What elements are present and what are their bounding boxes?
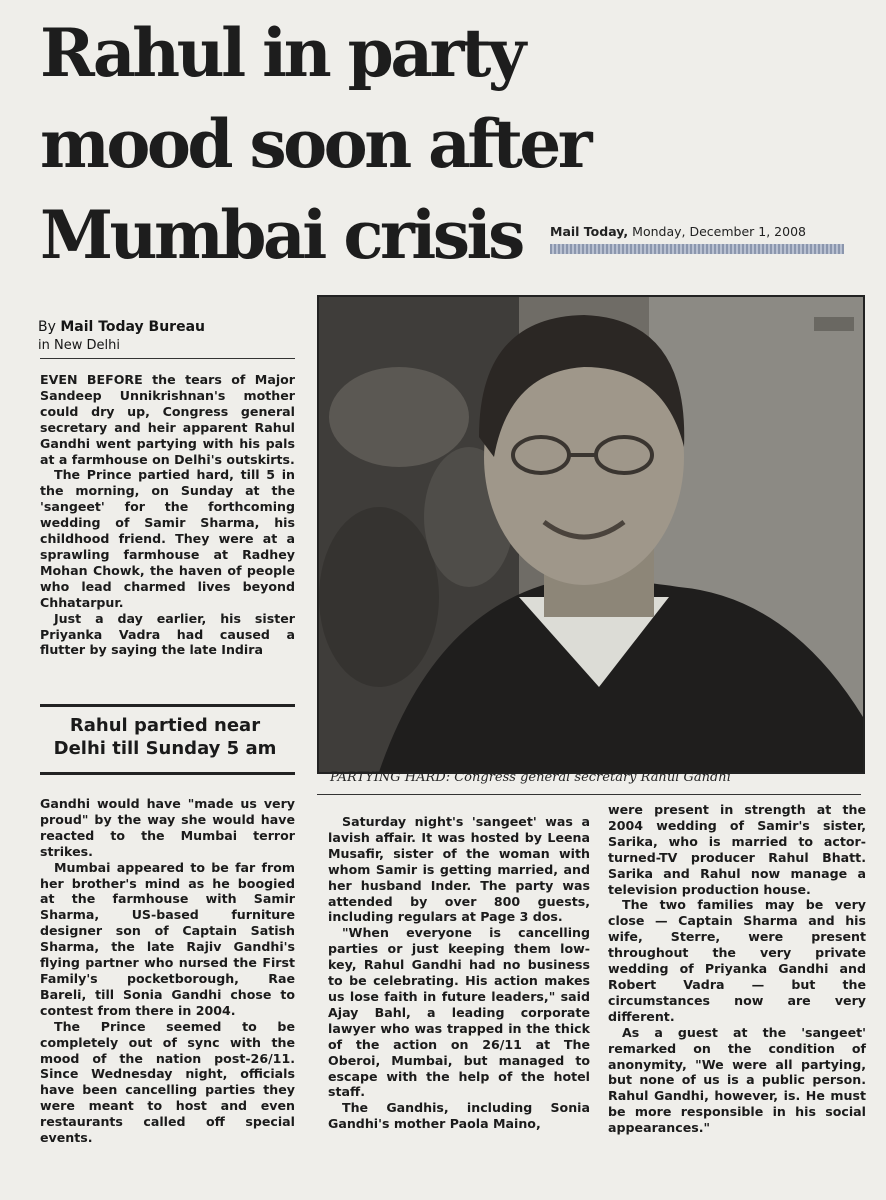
byline-by: By: [38, 319, 56, 335]
column-2: [328, 814, 590, 1132]
paragraph: Mumbai appeared to be far from her brother's mind as he boogied at the farmhouse with Samir Sharma, US-based furniture designer son of Captain Satish Sharma, the late Rajiv Gandhi's flying partner who nursed the First Family's pocketborough, Rae Bareli, till Sonia Gandhi chose to contest from there in 2004.: [40, 859, 295, 1018]
pullquote-line-1: Rahul partied near: [69, 715, 261, 736]
paragraph: [40, 372, 295, 467]
paragraph: Saturday night's 'sangeet' was a lavish affair. It was hosted by Leena Musafir, sister of the woman with whom Samir is getting married, and her husband Inder. The party was attended by over 800 guests, including regulars at Page 3 dos.: [328, 814, 590, 925]
portrait-image: [319, 297, 863, 772]
headline-line-2: mood soon after: [40, 105, 590, 183]
pullquote-line-2: Delhi till Sunday 5 am: [53, 738, 277, 759]
byline-bureau: Mail Today Bureau: [60, 319, 205, 335]
headline-line-1: Rahul in party: [40, 14, 523, 92]
paragraph: The two families may be very close — Captain Sharma and his wife, Sterre, were present throughout the very private wedding of Priyanka Gandhi and Robert Vadra — but the circumstances now are very different.: [608, 897, 866, 1024]
photo-rahul-gandhi: [317, 295, 865, 774]
paragraph: "When everyone is cancelling parties or just keeping them low-key, Rahul Gandhi had no business to be celebrating. His action makes us lose faith in future leaders," said Ajay Bahl, a leading corporate lawyer who was trapped in the thick of the action on 26/11 at The Oberoi, Mumbai, but managed to escape with the help of the hotel staff.: [328, 925, 590, 1100]
byline: [38, 318, 298, 355]
column-3: [608, 802, 866, 1136]
caption-rule: [317, 794, 861, 795]
paragraph: The Prince partied hard, till 5 in the morning, on Sunday at the 'sangeet' for the forthcoming wedding of Samir Sharma, his childhood friend. They were at a sprawling farmhouse at Radhey Mohan Chowk, the haven of people who lead charmed lives beyond Chhatarpur.: [40, 467, 295, 610]
dateline: [550, 224, 850, 239]
byline-rule: [40, 358, 295, 359]
paragraph: The Gandhis, including Sonia Gandhi's mother Paola Maino,: [328, 1100, 590, 1132]
paragraph: As a guest at the 'sangeet' remarked on the condition of anonymity, "We were all partying, but none of us is a public person. Rahul Gandhi, however, is. He must be more responsible in his social appearances.": [608, 1024, 866, 1136]
pullquote-top-rule: [40, 704, 295, 707]
column-1-bottom: [40, 796, 295, 1146]
column-1-top: [40, 372, 295, 658]
paragraph: The Prince seemed to be completely out of sync with the mood of the nation post-26/11. Since Wednesday night, officials have been cancelling parties they were meant to host and even restaurants called off special events.: [40, 1018, 295, 1146]
publication-date: Monday, December 1, 2008: [632, 224, 806, 239]
paragraph-text: the tears of Major Sandeep Unnikrishnan's mother could dry up, Congress general secretary and heir apparent Rahul Gandhi went partying with his pals at a farmhouse on Delhi's outskirts.: [40, 372, 295, 467]
pullquote: [40, 714, 290, 760]
lead-in: EVEN BEFORE: [40, 372, 143, 387]
paragraph: Just a day earlier, his sister Priyanka Vadra had caused a flutter by saying the late Indira: [40, 610, 295, 658]
publication-name: Mail Today,: [550, 224, 629, 239]
byline-location: in New Delhi: [38, 338, 120, 353]
headline-line-3: Mumbai crisis: [40, 196, 522, 274]
paragraph: were present in strength at the 2004 wedding of Samir's sister, Sarika, who is married to actor-turned-TV producer Rahul Bhatt. Sarika and Rahul now manage a television production house.: [608, 802, 866, 897]
pullquote-bottom-rule: [40, 772, 295, 775]
dateline-rule: [550, 244, 844, 254]
photo-caption: PARTYING HARD: Congress general secretary Rahul Gandhi: [330, 770, 731, 785]
paragraph: Gandhi would have "made us very proud" by the way she would have reacted to the Mumbai terror strikes.: [40, 796, 295, 859]
